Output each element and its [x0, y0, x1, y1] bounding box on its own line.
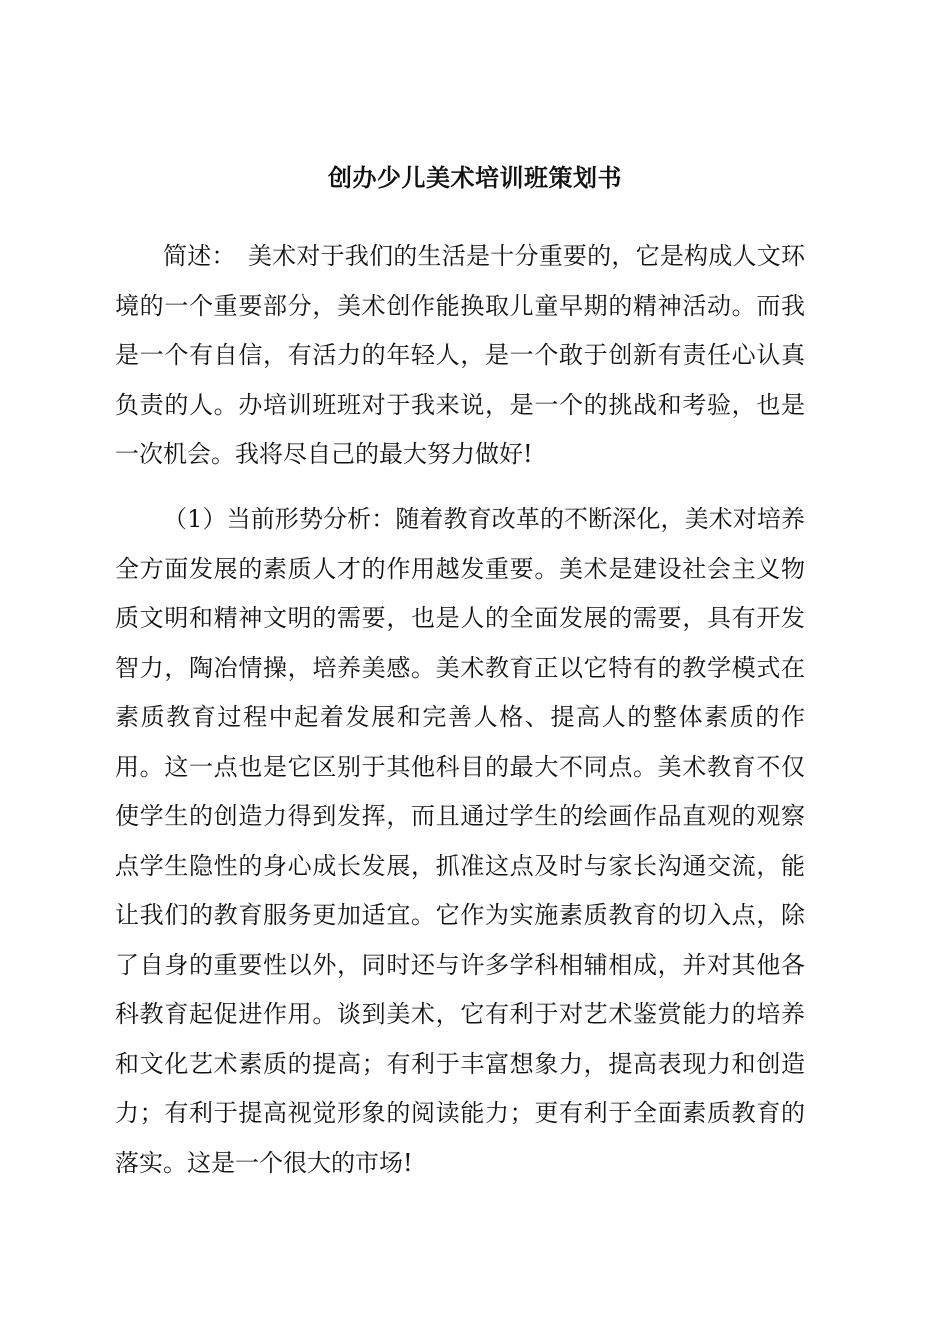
paragraph-summary: 简述： 美术对于我们的生活是十分重要的，它是构成人文环境的一个重要部分，美术创作能换取儿童早期的精神活动。而我是一个有自信，有活力的年轻人，是一个敢于创新有责任心认真负责的人。办培训班班对于我来说，是一个的挑战和考验，也是一次机会。我将尽自己的最大努力做好!: [115, 242, 805, 468]
paragraph-situation-analysis: （1）当前形势分析：随着教育改革的不断深化，美术对培养全方面发展的素质人才的作用越发重要。美术是建设社会主义物质文明和精神文明的需要，也是人的全面发展的需要，具有开发智力，陶冶情操，培养美感。美术教育正以它特有的教学模式在素质教育过程中起着发展和完善人格、提高人的整体素质的作用。这一点也是它区别于其他科目的最大不同点。美术教育不仅使学生的创造力得到发挥，而且通过学生的绘画作品直观的观察点学生隐性的身心成长发展，抓准这点及时与家长沟通交流，能让我们的教育服务更加适宜。它作为实施素质教育的切入点，除了自身的重要性以外，同时还与许多学科相辅相成，并对其他各科教育起促进作用。谈到美术，它有利于对艺术鉴赏能力的培养和文化艺术素质的提高；有利于丰富想象力，提高表现力和创造力；有利于提高视觉形象的阅读能力；更有利于全面素质教育的落实。这是一个很大的市场!: [115, 505, 805, 1177]
document-title: 创办少儿美术培训班策划书: [328, 163, 622, 192]
